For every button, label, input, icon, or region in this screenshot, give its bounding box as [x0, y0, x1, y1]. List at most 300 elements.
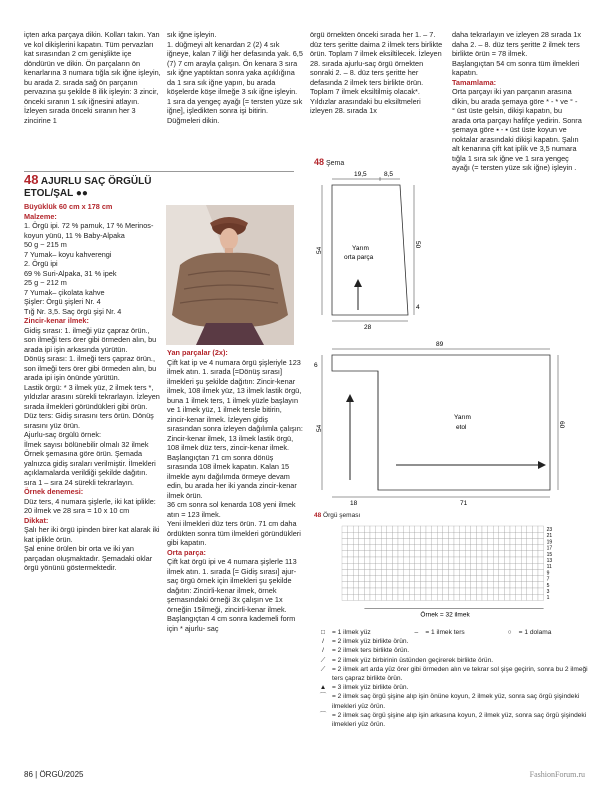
- chart-cell: [432, 569, 438, 575]
- dim-top-right: 8,5: [384, 171, 394, 178]
- chart-cell: [493, 588, 499, 594]
- chart-cell: [476, 557, 482, 563]
- chart-cell: [409, 594, 415, 600]
- chart-cell: [471, 545, 477, 551]
- chart-cell: [538, 594, 544, 600]
- chart-cell: [532, 557, 538, 563]
- chart-cell: [381, 526, 387, 532]
- paragraph: 36 cm sonra sol kenarda 108 yeni ilmek atın = 123 ilmek.: [167, 500, 296, 519]
- paragraph: 7 Yumak– çikolata kahve: [24, 287, 105, 297]
- chart-cell: [353, 576, 359, 582]
- chart-cell: [504, 557, 510, 563]
- chart-cell: [488, 526, 494, 532]
- chart-cell: [454, 532, 460, 538]
- paragraph: Yeni ilmekleri düz ters örün. 71 cm daha ördükten sonra tüm ilmekleri göründükleri gibi kapatın.: [167, 519, 301, 547]
- chart-cell: [426, 538, 432, 544]
- chart-cell: [370, 532, 376, 538]
- chart-cell: [404, 594, 410, 600]
- chart-cell: [493, 526, 499, 532]
- chart-cell: [460, 588, 466, 594]
- chart-cell: [348, 526, 354, 532]
- chart-cell: [387, 563, 393, 569]
- project-column: [24, 174, 162, 573]
- paragraph: Şal enine örülen bir orta ve iki yan parçadan oluşmaktadır. Şemadaki oklar örgü yönünü göstermektedir.: [24, 544, 153, 572]
- legend-symbol-icon: ⌒: [319, 693, 327, 701]
- chart-cell: [353, 526, 359, 532]
- paragraph: Gidiş sırası: 1. ilmeği yüz çapraz örün., son ilmeği ters örer gibi örmeden alın, bu arada ipi işin arkasında yürütün.: [24, 325, 157, 354]
- chart-cell: [376, 563, 382, 569]
- project-size: Büyüklük 60 cm x 178 cm: [24, 202, 113, 211]
- section-heading: Orta parça:: [167, 547, 206, 557]
- chart-cell: [482, 526, 488, 532]
- chart-cell: [353, 594, 359, 600]
- chart-cell: [381, 569, 387, 575]
- chart-cell: [398, 569, 404, 575]
- chart-cell: [516, 594, 522, 600]
- chart-cell: [437, 526, 443, 532]
- chart-cell: [342, 576, 348, 582]
- chart-cell: [471, 532, 477, 538]
- legend-text: = 2 ilmek yüz birbirinin üstünden geçirerek birlikte örün.: [332, 656, 494, 664]
- chart-cell: [370, 526, 376, 532]
- chart-cell: [499, 582, 505, 588]
- chart-cell: [516, 532, 522, 538]
- chart-cell: [359, 576, 365, 582]
- chart-row-number: 11: [546, 564, 552, 571]
- chart-cell: [504, 569, 510, 575]
- legend-text: = 2 ilmek saç örgü şişine alıp işin önüne koyun, 2 ilmek yüz, sonra saç örgü şişindeki ilmekleri yüz örün.: [332, 693, 580, 710]
- chart-cell: [359, 594, 365, 600]
- chart-cell: [404, 576, 410, 582]
- chart-cell: [370, 551, 376, 557]
- chart-cell: [521, 545, 527, 551]
- chart-cell: [404, 563, 410, 569]
- chart-cell: [499, 588, 505, 594]
- paragraph: Çift kat örgü ipi ve 4 numara şişlerle 113 ilmek atın. 1. sırada [= Gidiş sırası] ajur-saç örgü örnek için ilmekleri şu şekilde dağıtın: Zincirli-kenar ilmek, örnek şemasındaki örneği 3x çalışın ve 1x örneğin 15ilmeği, zincirli-kenar ilmek. Başlangıçtan 4 cm sonra kademeli form için * ajurlu- saç: [167, 557, 297, 633]
- chart-cell: [359, 545, 365, 551]
- chart-cell: [398, 557, 404, 563]
- chart-cell: [348, 588, 354, 594]
- chart-cell: [392, 551, 398, 557]
- chart-cell: [476, 576, 482, 582]
- knitting-chart: [340, 524, 590, 624]
- chart-cell: [448, 594, 454, 600]
- chart-cell: [465, 576, 471, 582]
- chart-cell: [364, 569, 370, 575]
- chart-cell: [364, 551, 370, 557]
- paragraph: örgü örnekten önceki sırada her 1. – 7. düz ters şeritte daima 2 ilmek ters birlikte örün. Toplam 7 ilmek eksiltilecek. İzleyen 28. sırada ajurlu-saç örgü örnekten sonraki 2. – 8. düz ters şeritte her defasında 2 ilmek ters birlikte örün. Toplam 7 ilmek eksiltilmiş olacak*. Yıldızlar arasındaki bu eksiltmeleri izleyen 28. sırada 1x: [310, 30, 443, 115]
- chart-cell: [493, 563, 499, 569]
- chart-cell: [443, 582, 449, 588]
- chart-cell: [437, 582, 443, 588]
- intro-text-column-1: [24, 30, 162, 125]
- text-column-3: [310, 30, 444, 116]
- chart-cell: [499, 532, 505, 538]
- chart-cell: [364, 526, 370, 532]
- paragraph: İlmek sayısı bölünebilir olmalı 32 ilmek Örnek şemasına göre örün. Şemada yalnızca gidiş sıraları verilmiştir. İlmekleri açıklamalarda verildiği şekilde dağıtın.: [24, 439, 156, 477]
- chart-cell: [460, 538, 466, 544]
- middle-label-2: orta parça: [344, 254, 374, 261]
- chart-cell: [376, 538, 382, 544]
- project-title-text: AJURLU SAÇ ÖRGÜLÜ ETOL/ŞAL: [24, 176, 152, 199]
- legend-text: = 2 ilmek yüz birlikte örün.: [332, 638, 409, 646]
- paragraph: sık iğne işleyin.: [167, 30, 217, 39]
- schema-middle-part: [310, 155, 435, 335]
- chart-cell: [342, 582, 348, 588]
- legend-row: [314, 683, 594, 692]
- chart-cell: [443, 588, 449, 594]
- paragraph: içten arka parçaya dikin. Kolları takın. Yan ve kol dikişlerini kapatın. Tüm pervazları kat sırasından 2 cm genişlikte içe döndürün ve dikin. Ön parçaların ön kenarlarına 3 numara tığla sık iğne işleyin, bu arada 2. sırada sağ ön parçanın pervazına şu şekilde 8 ilik işleyin: 3 zincir, önceki sıranın 1 sık iğnesini atlayın. İzleyen sırada önceki sıranın her 3 zincirine 1: [24, 30, 161, 125]
- chart-cell: [465, 582, 471, 588]
- paragraph: 69 % Suri-Alpaka, 31 % ipek: [24, 268, 117, 278]
- chart-cell: [348, 532, 354, 538]
- chart-cell: [504, 526, 510, 532]
- chart-cell: [364, 532, 370, 538]
- chart-cell: [499, 526, 505, 532]
- instructions-list-4: [452, 30, 582, 173]
- chart-cell: [488, 545, 494, 551]
- chart-cell: [342, 551, 348, 557]
- chart-cell: [482, 557, 488, 563]
- chart-cell: [437, 588, 443, 594]
- chart-legend: [314, 628, 594, 729]
- chart-cell: [398, 576, 404, 582]
- chart-cell: [398, 526, 404, 532]
- chart-cell: [364, 538, 370, 544]
- chart-cell: [370, 557, 376, 563]
- chart-cell: [348, 582, 354, 588]
- chart-cell: [370, 545, 376, 551]
- chart-cell: [415, 588, 421, 594]
- chart-cell: [415, 551, 421, 557]
- chart-cell: [420, 563, 426, 569]
- dim-w-left: 54: [316, 424, 323, 432]
- chart-cell: [404, 532, 410, 538]
- chart-cell: [516, 588, 522, 594]
- chart-cell: [415, 538, 421, 544]
- chart-cell: [510, 582, 516, 588]
- dim-top-left: 19,5: [354, 171, 367, 178]
- legend-row: [314, 637, 594, 646]
- chart-row-number: 15: [546, 551, 553, 558]
- model-photo: [166, 205, 294, 345]
- chart-cell: [471, 588, 477, 594]
- chart-cell: [454, 551, 460, 557]
- chart-cell: [415, 563, 421, 569]
- chart-cell: [404, 569, 410, 575]
- chart-cell: [437, 563, 443, 569]
- chart-cell: [392, 538, 398, 544]
- chart-cell: [437, 569, 443, 575]
- legend-row: [314, 711, 594, 729]
- middle-part-outline: [332, 185, 408, 315]
- chart-cell: [460, 532, 466, 538]
- chart-cell: [476, 532, 482, 538]
- legend-row: [314, 665, 594, 683]
- chart-cell: [482, 594, 488, 600]
- dim-w-right: 60: [558, 421, 565, 429]
- chart-cell: [454, 563, 460, 569]
- schema-half-shawl: [310, 335, 585, 510]
- chart-cell: [532, 526, 538, 532]
- chart-cell: [376, 569, 382, 575]
- paragraph: sıra 1 – sıra 24 sürekli tekrarlayın.: [24, 477, 134, 487]
- paragraph: Şalı her iki örgü ipinden birer kat alarak iki kat iplikle örün.: [24, 525, 160, 544]
- chart-cell: [426, 551, 432, 557]
- chart-cell: [471, 576, 477, 582]
- chart-cell: [426, 582, 432, 588]
- chart-cell: [353, 563, 359, 569]
- chart-cell: [387, 538, 393, 544]
- chart-cell: [353, 582, 359, 588]
- chart-cell: [527, 582, 533, 588]
- project-title: [24, 174, 162, 200]
- chart-cell: [420, 538, 426, 544]
- chart-cell: [443, 545, 449, 551]
- knit-direction-arrow: [354, 279, 362, 287]
- chart-cell: [398, 532, 404, 538]
- chart-cell: [488, 557, 494, 563]
- chart-cell: [527, 551, 533, 557]
- chart-cell: [387, 569, 393, 575]
- chart-cell: [348, 538, 354, 544]
- chart-cell: [392, 563, 398, 569]
- chart-cell: [426, 563, 432, 569]
- chart-cell: [510, 538, 516, 544]
- chart-cell: [409, 569, 415, 575]
- paragraph: 25 g ~ 212 m: [24, 278, 67, 287]
- legend-symbol-icon: □: [321, 629, 325, 636]
- chart-cell: [488, 588, 494, 594]
- dim-w-bottom-right: 71: [460, 500, 468, 507]
- chart-cell: [488, 532, 494, 538]
- chart-cell: [510, 532, 516, 538]
- chart-cell: [387, 532, 393, 538]
- chart-cell: [532, 594, 538, 600]
- chart-cell: [510, 557, 516, 563]
- chart-cell: [415, 569, 421, 575]
- chart-cell: [398, 582, 404, 588]
- instructions-list-1: [24, 212, 162, 573]
- dim-w-top: 89: [436, 341, 444, 348]
- magazine-name: ÖRGÜ/2025: [39, 770, 84, 779]
- legend-row: [314, 692, 594, 710]
- chart-cell: [476, 563, 482, 569]
- chart-cell: [443, 532, 449, 538]
- chart-cell: [392, 576, 398, 582]
- paragraph: Tığ Nr. 3,5. Saç örgü şişi Nr. 4: [24, 306, 122, 316]
- chart-cell: [409, 588, 415, 594]
- chart-cell: [387, 582, 393, 588]
- chart-cell: [532, 551, 538, 557]
- chart-cell: [348, 563, 354, 569]
- chart-cell: [409, 576, 415, 582]
- chart-cell: [398, 538, 404, 544]
- chart-cell: [460, 526, 466, 532]
- chart-row-number: 19: [546, 539, 553, 546]
- chart-cell: [538, 563, 544, 569]
- chart-cell: [415, 557, 421, 563]
- chart-cell: [527, 545, 533, 551]
- chart-cell: [387, 551, 393, 557]
- paragraph: Ajurlu-saç örgülü örnek:: [24, 430, 102, 439]
- legend-text: = 1 ilmek yüz: [332, 629, 371, 636]
- chart-cell: [476, 569, 482, 575]
- chart-cell: [460, 576, 466, 582]
- chart-cell: [504, 582, 510, 588]
- chart-cell: [359, 526, 365, 532]
- chart-cell: [454, 582, 460, 588]
- chart-cell: [409, 538, 415, 544]
- chart-cell: [454, 545, 460, 551]
- chart-cell: [409, 557, 415, 563]
- chart-cell: [516, 551, 522, 557]
- chart-row-number: 9: [546, 570, 550, 577]
- chart-cell: [538, 588, 544, 594]
- chart-cell: [460, 582, 466, 588]
- legend-symbol-icon: ○: [507, 629, 512, 636]
- chart-cell: [516, 563, 522, 569]
- chart-cell: [471, 551, 477, 557]
- chart-cell: [376, 557, 382, 563]
- chart-cell: [364, 545, 370, 551]
- chart-cell: [448, 557, 454, 563]
- chart-cell: [527, 557, 533, 563]
- chart-cell: [454, 538, 460, 544]
- chart-cell: [392, 545, 398, 551]
- chart-cell: [443, 563, 449, 569]
- chart-cell: [381, 551, 387, 557]
- chart-cell: [521, 532, 527, 538]
- chart-cell: [359, 538, 365, 544]
- chart-cell: [443, 576, 449, 582]
- chart-cell: [409, 532, 415, 538]
- chart-cell: [420, 569, 426, 575]
- chart-cell: [420, 545, 426, 551]
- text-column-2-lower: [167, 348, 303, 633]
- chart-cell: [353, 588, 359, 594]
- chart-cell: [415, 576, 421, 582]
- chart-cell: [415, 526, 421, 532]
- chart-cell: [493, 569, 499, 575]
- chart-cell: [516, 526, 522, 532]
- legend-symbol-icon: /: [322, 638, 324, 646]
- chart-cell: [359, 588, 365, 594]
- chart-cell: [527, 594, 533, 600]
- chart-cell: [454, 569, 460, 575]
- chart-cell: [432, 532, 438, 538]
- chart-cell: [443, 538, 449, 544]
- chart-cell: [521, 538, 527, 544]
- chart-cell: [465, 569, 471, 575]
- chart-cell: [381, 576, 387, 582]
- chart-cell: [538, 576, 544, 582]
- chart-cell: [376, 576, 382, 582]
- chart-cell: [538, 526, 544, 532]
- chart-cell: [364, 594, 370, 600]
- paragraph: Çift kat ip ve 4 numara örgü şişleriyle 123 ilmek atın. 1. sırada [=Dönüş sırası] ilmekleri şu şekilde dağıtın: Zincir-kenar ilmek, 108 ilmek yüz, 13 ilmek lastik örgü, buna 1 ilmek ters, 1 ilmek yüzle başlayın ve 1 ilmek yüz, 1 ilmek tersle bitirin, zincir-kenar ilmek. İzleyen gidiş sırasından sonra izleyen dağılımla çalışın: Zincir-kenar ilmek, 13 ilmek lastik örgü, 108 ilmek düz ters, zincir-kenar ilmek. Başlangıçtan 71 cm sonra dönüş sırasında 108 ilmek kapatın. Kalan 15 ilmekle aynı dağılımda örmeye devam edin, bu arada her iki yanda zincir-kenar ilmek örün.: [167, 357, 303, 500]
- chart-cell: [532, 545, 538, 551]
- chart-cell: [460, 551, 466, 557]
- dim-right: 50: [414, 241, 421, 249]
- chart-cell: [387, 588, 393, 594]
- chart-cell: [465, 545, 471, 551]
- chart-cell: [499, 545, 505, 551]
- chart-cell: [359, 557, 365, 563]
- chart-cell: [488, 594, 494, 600]
- chart-cell: [392, 582, 398, 588]
- chart-cell: [348, 576, 354, 582]
- chart-cell: [392, 569, 398, 575]
- chart-cell: [376, 545, 382, 551]
- chart-cell: [454, 576, 460, 582]
- chart-cell: [476, 526, 482, 532]
- chart-cell: [392, 594, 398, 600]
- chart-cell: [353, 557, 359, 563]
- chart-cell: [420, 526, 426, 532]
- chart-cell: [454, 526, 460, 532]
- chart-cell: [381, 557, 387, 563]
- legend-text: = 2 ilmek saç örgü şişine alıp işin arkasına koyun, 2 ilmek yüz, sonra saç örgü şişindeki ilmekleri yüz örün.: [332, 711, 587, 729]
- chart-cell: [370, 563, 376, 569]
- chart-cell: [538, 551, 544, 557]
- chart-cell: [426, 588, 432, 594]
- chart-cell: [342, 594, 348, 600]
- chart-row-number: 5: [546, 582, 550, 589]
- chart-cell: [432, 576, 438, 582]
- chart-cell: [465, 532, 471, 538]
- chart-cell: [448, 538, 454, 544]
- chart-cell: [398, 551, 404, 557]
- chart-cell: [404, 557, 410, 563]
- chart-cell: [409, 563, 415, 569]
- chart-cell: [521, 557, 527, 563]
- chart-cell: [538, 557, 544, 563]
- chart-cell: [348, 569, 354, 575]
- chart-cell: [443, 569, 449, 575]
- wide-label-2: etol: [456, 424, 467, 431]
- chart-cell: [392, 526, 398, 532]
- chart-cell: [426, 526, 432, 532]
- chart-cell: [342, 545, 348, 551]
- chart-cell: [364, 588, 370, 594]
- chart-cell: [420, 551, 426, 557]
- knit-direction-arrow: [538, 461, 546, 469]
- chart-cell: [404, 545, 410, 551]
- chart-cell: [432, 594, 438, 600]
- chart-cell: [527, 588, 533, 594]
- project-number: 48: [24, 172, 39, 187]
- chart-cell: [499, 551, 505, 557]
- chart-cell: [460, 545, 466, 551]
- chart-cell: [471, 582, 477, 588]
- legend-symbol-icon: /: [322, 647, 324, 655]
- half-shawl-outline: [332, 355, 550, 490]
- chart-cell: [504, 532, 510, 538]
- chart-cell: [376, 532, 382, 538]
- chart-cell: [538, 545, 544, 551]
- paragraph: 1. düğmeyi alt kenardan 2 (2) 4 sık iğneye, kalan 7 iliği her defasında yak. 6,5 (7) 7 cm arayla çalışın. Ön kenara 3 sıra sık iğne yaptıktan sonra yaka açıklığına da 1 sıra sık iğne yapın, bu arada köşelerde köşe ilmeğe 3 sık iğne işleyin. 1 sıra da yengeç ayağı [= tersten yüze sık iğne], işledikten sonra işi bitirin. Düğmeleri dikin.: [167, 39, 303, 125]
- chart-cell: [381, 532, 387, 538]
- chart-cell: [471, 569, 477, 575]
- chart-cell: [471, 557, 477, 563]
- chart-cell: [465, 588, 471, 594]
- chart-cell: [443, 557, 449, 563]
- chart-cell: [504, 588, 510, 594]
- chart-cell: [353, 532, 359, 538]
- chart-cell: [420, 594, 426, 600]
- legend-text: = 1 dolama: [518, 629, 552, 636]
